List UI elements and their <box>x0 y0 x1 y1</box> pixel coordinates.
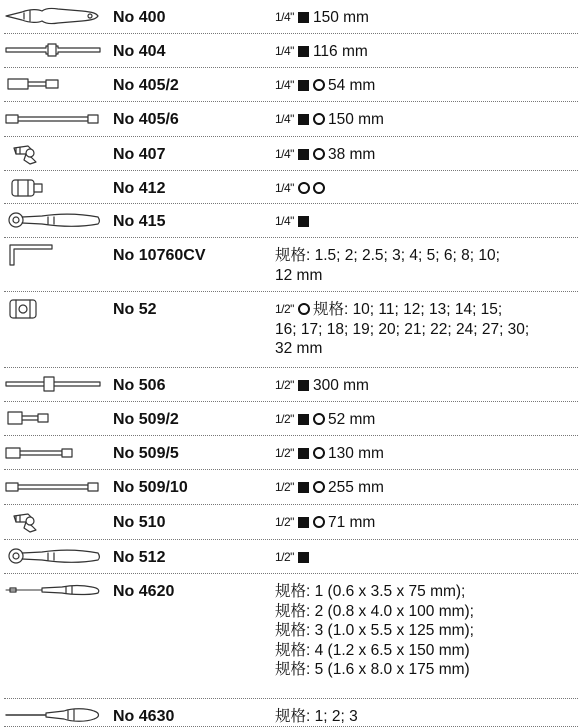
product-code: No 407 <box>113 146 166 163</box>
round-socket-icon <box>313 413 325 425</box>
product-code: No 400 <box>113 9 166 26</box>
table-row <box>0 505 582 540</box>
spec-line <box>275 266 580 286</box>
spec-text: 71 mm <box>327 514 376 531</box>
drive-size: 1/2" <box>275 302 294 316</box>
long-extension-icon <box>2 105 106 131</box>
table-row <box>0 402 582 436</box>
spec-cell <box>275 582 580 680</box>
spec-line <box>275 179 580 199</box>
spec-cell <box>275 548 580 568</box>
spec-text: 规格: 3 (1.0 x 5.5 x 125 mm); <box>275 622 474 639</box>
drive-size: 1/2" <box>275 480 294 494</box>
screwdriver-handle-icon <box>2 3 106 29</box>
round-socket-icon <box>313 516 325 528</box>
square-drive-icon <box>298 380 309 391</box>
table-row <box>0 102 582 137</box>
square-drive-icon <box>298 46 309 57</box>
spec-cell <box>275 110 580 130</box>
round-socket-icon <box>313 79 325 91</box>
square-drive-icon <box>298 114 309 125</box>
spec-text: 116 mm <box>312 43 368 60</box>
round-socket-icon <box>313 148 325 160</box>
product-code: No 509/5 <box>113 445 179 462</box>
spec-cell <box>275 410 580 430</box>
spec-line <box>275 110 580 130</box>
product-code: No 4630 <box>113 708 175 725</box>
table-row <box>0 292 582 368</box>
spec-cell <box>275 145 580 165</box>
table-row <box>0 574 582 699</box>
product-code: No 10760CV <box>113 247 206 264</box>
socket-icon <box>2 295 106 321</box>
spec-line <box>275 582 580 602</box>
spec-line <box>275 8 580 28</box>
table-row <box>0 436 582 470</box>
spec-cell <box>275 179 580 199</box>
spec-cell <box>275 478 580 498</box>
spec-line <box>275 246 580 266</box>
spec-line <box>275 707 580 727</box>
spec-line <box>275 300 580 320</box>
spec-text: 54 mm <box>327 77 376 94</box>
spec-cell <box>275 212 580 232</box>
spec-text: 规格: 10; 11; 12; 13; 14; 15; <box>312 301 503 318</box>
sliding-t-bar-icon <box>2 371 106 397</box>
round-socket-icon <box>313 182 325 194</box>
spec-cell <box>275 513 580 533</box>
drive-size: 1/4" <box>275 10 294 24</box>
spec-line <box>275 320 580 340</box>
product-code: No 510 <box>113 514 166 531</box>
round-socket-icon <box>313 481 325 493</box>
t-bar-icon <box>2 37 106 63</box>
short-extension-icon <box>2 405 106 431</box>
drive-size: 1/2" <box>275 412 294 426</box>
drive-size: 1/4" <box>275 214 294 228</box>
drive-size: 1/2" <box>275 515 294 529</box>
spec-text: 规格: 1.5; 2; 2.5; 3; 4; 5; 6; 8; 10; <box>275 247 500 264</box>
spec-cell <box>275 246 580 285</box>
square-drive-icon <box>298 552 309 563</box>
extension-bar-icon <box>2 71 106 97</box>
spec-line <box>275 76 580 96</box>
square-drive-icon <box>298 216 309 227</box>
square-drive-icon <box>298 414 309 425</box>
product-code: No 405/6 <box>113 111 179 128</box>
spec-line <box>275 444 580 464</box>
spec-text: 16; 17; 18; 19; 20; 21; 22; 24; 27; 30; <box>275 320 530 338</box>
drive-size: 1/4" <box>275 112 294 126</box>
spec-cell <box>275 376 580 396</box>
round-socket-icon <box>313 113 325 125</box>
product-code: No 405/2 <box>113 77 179 94</box>
table-row <box>0 0 582 34</box>
round-socket-icon <box>313 447 325 459</box>
drive-size: 1/4" <box>275 181 294 195</box>
spec-text: 规格: 1; 2; 3 <box>275 708 358 725</box>
drive-size: 1/2" <box>275 446 294 460</box>
universal-joint-icon <box>2 140 106 166</box>
square-drive-icon <box>298 12 309 23</box>
spec-text: 12 mm <box>275 266 323 284</box>
spec-text: 38 mm <box>327 146 376 163</box>
spec-line <box>275 641 580 661</box>
table-row <box>0 238 582 292</box>
drive-size: 1/4" <box>275 147 294 161</box>
spec-line <box>275 660 580 680</box>
spec-text: 255 mm <box>327 479 384 496</box>
square-drive-icon <box>298 517 309 528</box>
product-code: No 4620 <box>113 583 175 600</box>
drive-size: 1/4" <box>275 78 294 92</box>
spec-line <box>275 621 580 641</box>
spec-text: 规格: 4 (1.2 x 6.5 x 150 mm) <box>275 641 470 659</box>
spec-text: 规格: 5 (1.6 x 8.0 x 175 mm) <box>275 661 470 678</box>
table-row <box>0 137 582 171</box>
spec-cell <box>275 300 580 359</box>
product-code: No 52 <box>113 301 157 318</box>
phillips-screwdriver-icon <box>2 702 106 728</box>
long-extension-icon <box>2 473 106 499</box>
table-row <box>0 368 582 402</box>
table-row <box>0 171 582 204</box>
medium-extension-icon <box>2 439 106 465</box>
round-socket-icon <box>298 303 310 315</box>
table-row <box>0 699 582 727</box>
spec-text: 规格: 1 (0.6 x 3.5 x 75 mm); <box>275 583 466 600</box>
table-row <box>0 68 582 102</box>
round-socket-icon <box>298 182 310 194</box>
ratchet-icon <box>2 207 106 233</box>
product-code: No 404 <box>113 43 166 60</box>
spec-text: 52 mm <box>327 411 376 428</box>
table-row <box>0 204 582 238</box>
product-code: No 509/2 <box>113 411 179 428</box>
product-code: No 412 <box>113 180 166 197</box>
square-drive-icon <box>298 482 309 493</box>
spec-line <box>275 376 580 396</box>
spec-line <box>275 513 580 533</box>
drive-size: 1/2" <box>275 378 294 392</box>
spec-line <box>275 339 580 359</box>
spec-text: 130 mm <box>327 445 384 462</box>
table-row <box>0 470 582 505</box>
spec-line <box>275 145 580 165</box>
spec-text: 32 mm <box>275 340 323 357</box>
drive-size: 1/4" <box>275 44 294 58</box>
spec-text: 规格: 2 (0.8 x 4.0 x 100 mm); <box>275 602 474 620</box>
drive-size: 1/2" <box>275 550 294 564</box>
hex-key-icon <box>2 241 106 267</box>
square-drive-icon <box>298 149 309 160</box>
table-row <box>0 34 582 68</box>
ratchet-icon <box>2 543 106 569</box>
spec-text: 150 mm <box>327 111 384 128</box>
bit-holder-screwdriver-icon <box>2 577 106 603</box>
square-drive-icon <box>298 448 309 459</box>
spec-line <box>275 478 580 498</box>
spec-cell <box>275 444 580 464</box>
product-code: No 506 <box>113 377 166 394</box>
universal-joint-icon <box>2 508 106 534</box>
spec-line <box>275 602 580 622</box>
square-drive-icon <box>298 80 309 91</box>
spec-cell <box>275 42 580 62</box>
product-code: No 415 <box>113 213 166 230</box>
spec-cell <box>275 76 580 96</box>
product-code: No 509/10 <box>113 479 188 496</box>
spec-text: 150 mm <box>312 9 369 26</box>
spec-cell <box>275 707 580 727</box>
spec-text: 300 mm <box>312 377 369 394</box>
spec-cell <box>275 8 580 28</box>
spec-line <box>275 42 580 62</box>
spec-line <box>275 212 580 232</box>
table-row <box>0 540 582 574</box>
adapter-icon <box>2 174 106 200</box>
product-code: No 512 <box>113 549 166 566</box>
spec-line <box>275 548 580 568</box>
spec-line <box>275 410 580 430</box>
